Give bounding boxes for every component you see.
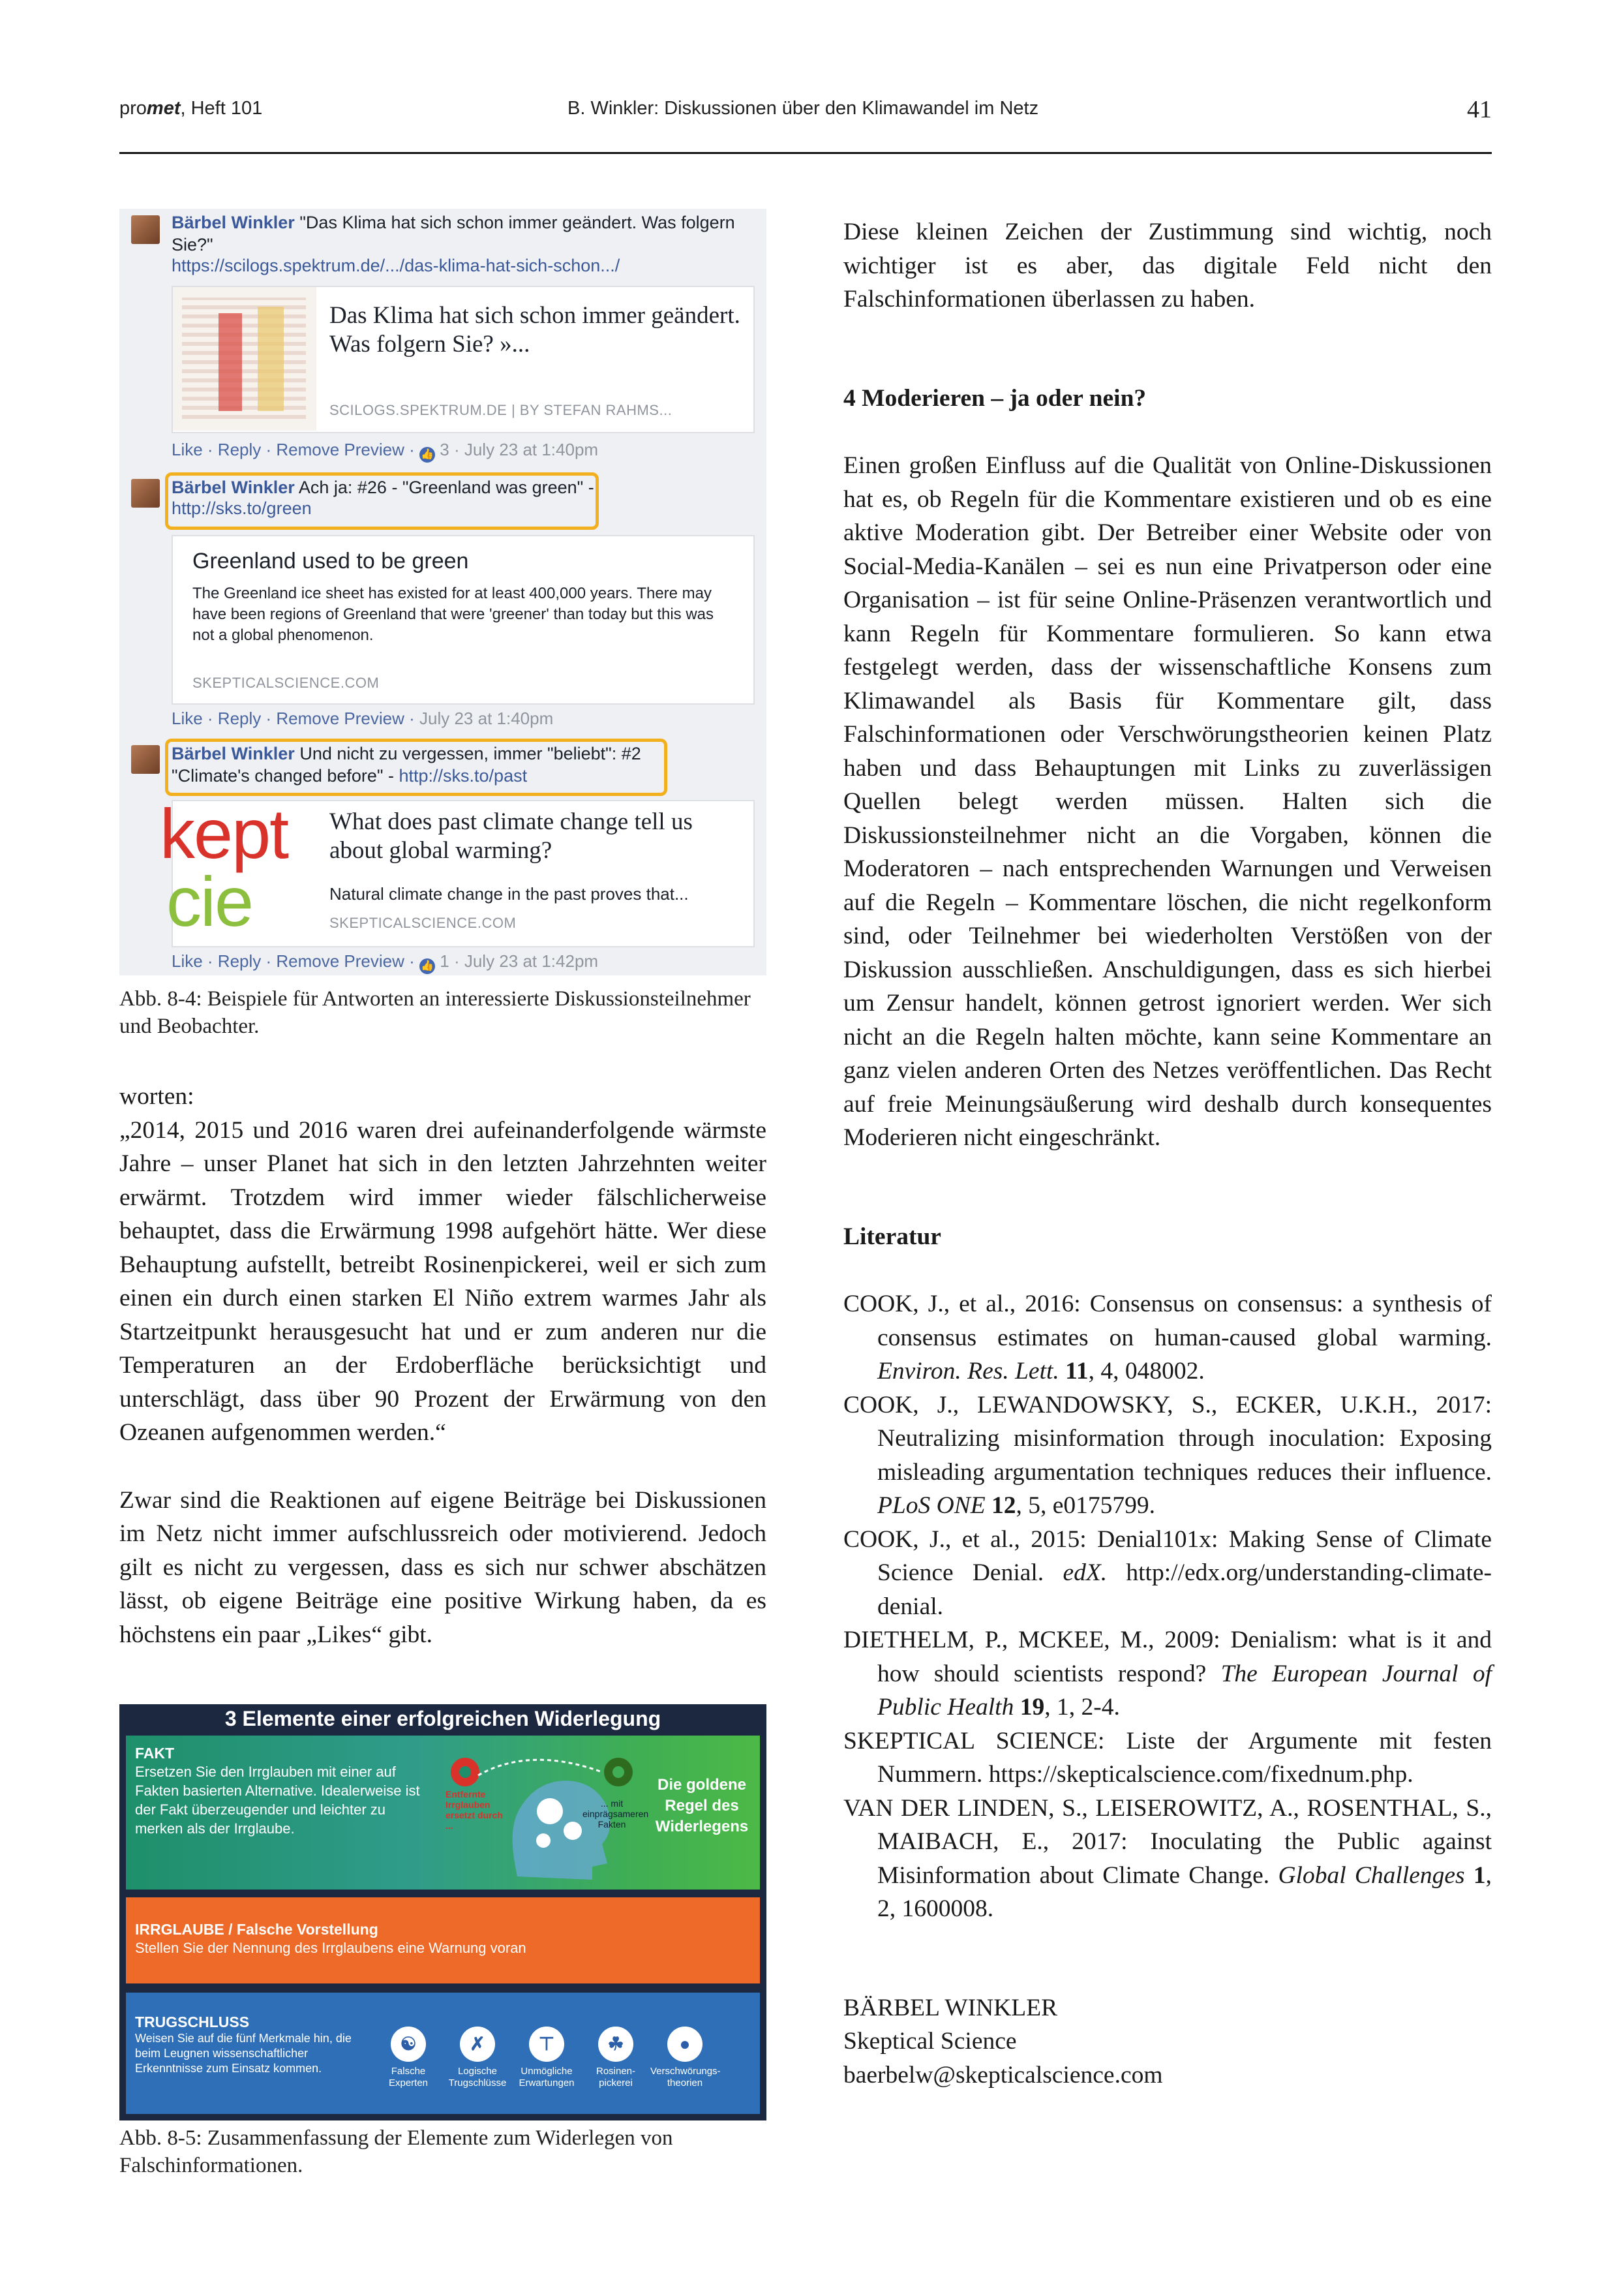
comment-post-2	[172, 476, 760, 519]
figure-caption-8-4: Abb. 8-4: Beispiele für Antworten an interessierte Diskussionsteilnehmer und Beobachter.	[119, 987, 751, 1038]
section-heading: 4 Moderieren – ja oder nein?	[843, 384, 1147, 412]
fakt-heading: FAKT	[135, 1745, 175, 1762]
cherry-picking-icon: ☘	[598, 2027, 633, 2062]
irrglaube-band	[126, 1897, 760, 1983]
comment-link[interactable]: http://sks.to/green	[172, 498, 312, 518]
comment-meta: Like · Reply · Remove Preview · 👍 1 · July 23 at 1:42pm	[172, 951, 598, 974]
fakt-text: Ersetzen Sie den Irrglauben mit einer auf Fakten basierten Alternative. Idealerweise ist der Fakt überzeugender und leichter zu merken als der Irrglaube.	[135, 1764, 420, 1837]
paragraph: Einen großen Einfluss auf die Qualität von Online-Diskussionen hat es, ob Regeln für die Kommentare existieren und ob es eine aktive Moderation gibt. Der Betreiber einer Website oder von Social-Media-Kanälen – sei es nun eine Privatperson oder eine Organisation – ist für seine Online-Präsenzen verantwortlich und kann Regeln für Kommentare formulieren. So kann etwa festgelegt werden, dass der wissenschaftliche Konsens zum Klimawandel als Basis für Kommentare gilt, dass Falschinformationen oder Verschwörungstheorien keinen Platz haben und dass Behauptungen mit Links zu zuverlässigen Quellen belegt werden müssen. Halten sich die Diskussionsteilnehmer nicht an die Vorgaben, können die Moderatoren – nach entsprechenden Warnungen und Verweisen auf die Regeln – Kommentare löschen, die nicht regelkonform sind, oder Teilnehmer bei wiederholten Verstößen von der Diskussion ausschließen. Anschuldigungen, dass es sich hierbei um Zensur handelt, können getrost ignoriert werden. Wer sich nicht an die Regeln halten möchte, kann seine Kommentare an ganz vielen anderen Orten des Netzes veröffentlichen. Das Recht auf freie Meinungsäußerung wird deshalb durch konsequentes Moderieren nicht eingeschränkt.	[843, 452, 1492, 1151]
cherry-picking-item: ☘ Rosinen-pickerei	[581, 2027, 650, 2089]
red-gear-label: Entfernte Irrglauben ersetzt durch ...	[446, 1789, 503, 1831]
comment-author[interactable]: Bärbel Winkler	[172, 744, 295, 763]
like-icon: 👍	[419, 958, 435, 974]
preview-title: What does past climate change tell us about global warming?	[329, 808, 693, 864]
green-gear-label: ... mit einprägsameren Fakten	[582, 1798, 649, 1829]
paragraph: Zwar sind die Reaktionen auf eigene Beiträge bei Diskussionen im Netz nicht immer aufschlussreich oder motivierend. Jedoch gilt es nicht zu vergessen, dass es sich nur schwer abschätzen lässt, ob eigene Beiträge eine positive Wirkung haben, da es höchstens ein paar „Likes“ gibt.	[119, 1486, 766, 1648]
right-column-text	[843, 215, 1492, 2092]
avatar	[131, 215, 160, 244]
denial-icons-row	[374, 2027, 719, 2089]
quote-paragraph: „2014, 2015 und 2016 waren drei aufeinanderfolgende wärmste Jahre – unser Planet hat sich in den letzten Jahrzehnten weiter erwärmt. Trotzdem wird immer wieder fälschlicherweise behauptet, dass die Erwärmung 1998 aufgehört hätte. Wer diese Behauptung aufstellt, betreibt Rosinenpickerei, weil er sich zum einen ein durch einen starken El Niño extrem warmes Jahr als Startzeitpunkt herausgesucht hat und er zum anderen nur die Temperaturen an der Erdoberfläche berücksichtigt und unterschlägt, dass über 90 Prozent der Erwärmung von den Ozeanen aufgenommen werden.“	[119, 1116, 766, 1446]
preview-thumbnail	[173, 287, 316, 431]
comment-actions[interactable]: Like · Reply · Remove Preview ·	[172, 440, 415, 459]
conspiracy-theories-icon: ●	[667, 2027, 703, 2062]
author-email[interactable]: baerbelw@skepticalscience.com	[843, 2061, 1163, 2089]
page-number: 41	[1467, 96, 1492, 123]
conspiracy-theories-item: ● Verschwörungs-theorien	[650, 2027, 719, 2089]
comment-actions[interactable]: Like · Reply · Remove Preview ·	[172, 709, 415, 728]
trugschluss-text: Weisen Sie auf die fünf Merkmale hin, die beim Leugnen wissenschaftlicher Erkenntnisse zum Einsatz kommen.	[135, 2032, 352, 2075]
author-block	[843, 1991, 1492, 2092]
like-icon: 👍	[419, 447, 435, 463]
link-preview-card[interactable]	[172, 286, 755, 433]
preview-description: The Greenland ice sheet has existed for at least 400,000 years. There may have been regions of Greenland that were 'greener' than today but this was not a global phenomenon.	[192, 585, 714, 644]
trugschluss-heading: TRUGSCHLUSS	[135, 2013, 250, 2030]
left-column-text	[119, 1080, 766, 1651]
head-gears-icon	[446, 1746, 649, 1883]
comment-text: Ach ja: #26 - "Greenland was green" -	[298, 478, 594, 497]
reference-item: SKEPTICAL SCIENCE: Liste der Argumente mit festen Nummern. https://skepticalscience.com/fixednum.php.	[843, 1727, 1492, 1788]
refutation-infographic	[119, 1704, 766, 2120]
link-preview-card[interactable]	[160, 794, 755, 947]
comment-author[interactable]: Bärbel Winkler	[172, 213, 295, 232]
fake-experts-item: ☯ Falsche Experten	[374, 2027, 443, 2089]
comment-post-1	[172, 211, 760, 276]
comment-link[interactable]: http://sks.to/past	[399, 766, 528, 786]
comment-actions[interactable]: Like · Reply · Remove Preview ·	[172, 951, 415, 971]
reference-item: VAN DER LINDEN, S., LEISEROWITZ, A., ROSENTHAL, S., MAIBACH, E., 2017: Inoculating the Public against Misinformation about Climate Change. Global Challenges 1, 2, 1600008.	[843, 1794, 1492, 1922]
comment-link[interactable]: https://scilogs.spektrum.de/.../das-klima-hat-sich-schon.../	[172, 256, 620, 275]
golden-rule-label: Die goldene Regel des Widerlegens	[655, 1776, 749, 1835]
comment-time: · July 23 at 1:40pm	[453, 440, 599, 459]
paragraph: worten:	[119, 1083, 194, 1110]
figure-caption-8-5: Abb. 8-5: Zusammenfassung der Elemente zum Widerlegen von Falschinformationen.	[119, 2126, 673, 2177]
impossible-expectations-item: ⊤ Unmögliche Erwartungen	[512, 2027, 581, 2089]
literature-heading: Literatur	[843, 1223, 941, 1250]
avatar	[131, 745, 160, 774]
preview-title: Greenland used to be green	[192, 549, 469, 574]
impossible-expectations-icon: ⊤	[529, 2027, 564, 2062]
logical-fallacies-item: ✗ Logische Trugschlüsse	[443, 2027, 512, 2089]
facebook-screenshot	[119, 209, 766, 975]
irrglaube-heading: IRRGLAUBE / Falsche Vorstellung	[135, 1921, 378, 1938]
preview-title: Das Klima hat sich schon immer geändert. Was folgern Sie? »...	[329, 302, 740, 358]
header-rule	[119, 152, 1492, 154]
comment-author[interactable]: Bärbel Winkler	[172, 478, 295, 497]
running-title: B. Winkler: Diskussionen über den Klimawandel im Netz	[567, 98, 1039, 119]
link-preview-card[interactable]	[172, 535, 755, 705]
reference-item: COOK, J., LEWANDOWSKY, S., ECKER, U.K.H., 2017: Neutralizing misinformation through inoculation: Exposing misleading argumentation techniques reduces their influence. PLoS ONE 12, 5, e0175799.	[843, 1391, 1492, 1519]
irrglaube-text: Stellen Sie der Nennung des Irrglaubens eine Warnung voran	[135, 1940, 526, 1956]
reference-list	[843, 1287, 1492, 1926]
preview-source: SKEPTICALSCIENCE.COM	[192, 675, 380, 691]
reference-item: DIETHELM, P., MCKEE, M., 2009: Denialism: what is it and how should scientists respond? The European Journal of Public Health 19, 1, 2-4.	[843, 1627, 1492, 1721]
reference-item: COOK, J., et al., 2016: Consensus on consensus: a synthesis of consensus estimates on human-caused global warming. Environ. Res. Lett. 11, 4, 048002.	[843, 1291, 1492, 1385]
fakt-band	[126, 1736, 760, 1890]
journal-name: promet, Heft 101	[119, 98, 263, 119]
comment-text: "Das Klima hat sich schon immer geändert. Was folgern Sie?"	[172, 213, 735, 254]
trugschluss-band	[126, 1993, 760, 2114]
skeptical-science-logo: kept cie	[173, 801, 316, 945]
author-name: BÄRBEL WINKLER	[843, 1994, 1058, 2021]
comment-text: Und nicht zu vergessen, immer "beliebt": #2	[299, 744, 641, 763]
paragraph: Diese kleinen Zeichen der Zustimmung sind wichtig, noch wichtiger ist es aber, das digitale Feld nicht den Falschinformationen überlassen zu haben.	[843, 219, 1492, 313]
comment-meta	[172, 709, 553, 729]
preview-source: SKEPTICALSCIENCE.COM	[329, 915, 517, 931]
comment-post-3: Bärbel Winkler Und nicht zu vergessen, immer "beliebt": #2 "Climate's changed before" - http://sks.to/past	[172, 744, 641, 786]
comment-meta: Like · Reply · Remove Preview · 👍 3 · July 23 at 1:40pm	[172, 440, 598, 463]
avatar	[131, 479, 160, 508]
author-organization: Skeptical Science	[843, 2028, 1017, 2055]
preview-source: SCILOGS.SPEKTRUM.DE | BY STEFAN RAHMS...	[329, 402, 672, 418]
fake-experts-icon: ☯	[391, 2027, 426, 2062]
reference-item: COOK, J., et al., 2015: Denial101x: Making Sense of Climate Science Denial. edX. http://edx.org/understanding-climate-denial.	[843, 1525, 1492, 1620]
infographic-title: 3 Elemente einer erfolgreichen Widerlegung	[224, 1707, 661, 1730]
comment-time: July 23 at 1:40pm	[419, 709, 554, 728]
comment-time: · July 23 at 1:42pm	[453, 951, 599, 971]
logical-fallacies-icon: ✗	[460, 2027, 495, 2062]
preview-description: Natural climate change in the past proves that...	[329, 884, 689, 904]
